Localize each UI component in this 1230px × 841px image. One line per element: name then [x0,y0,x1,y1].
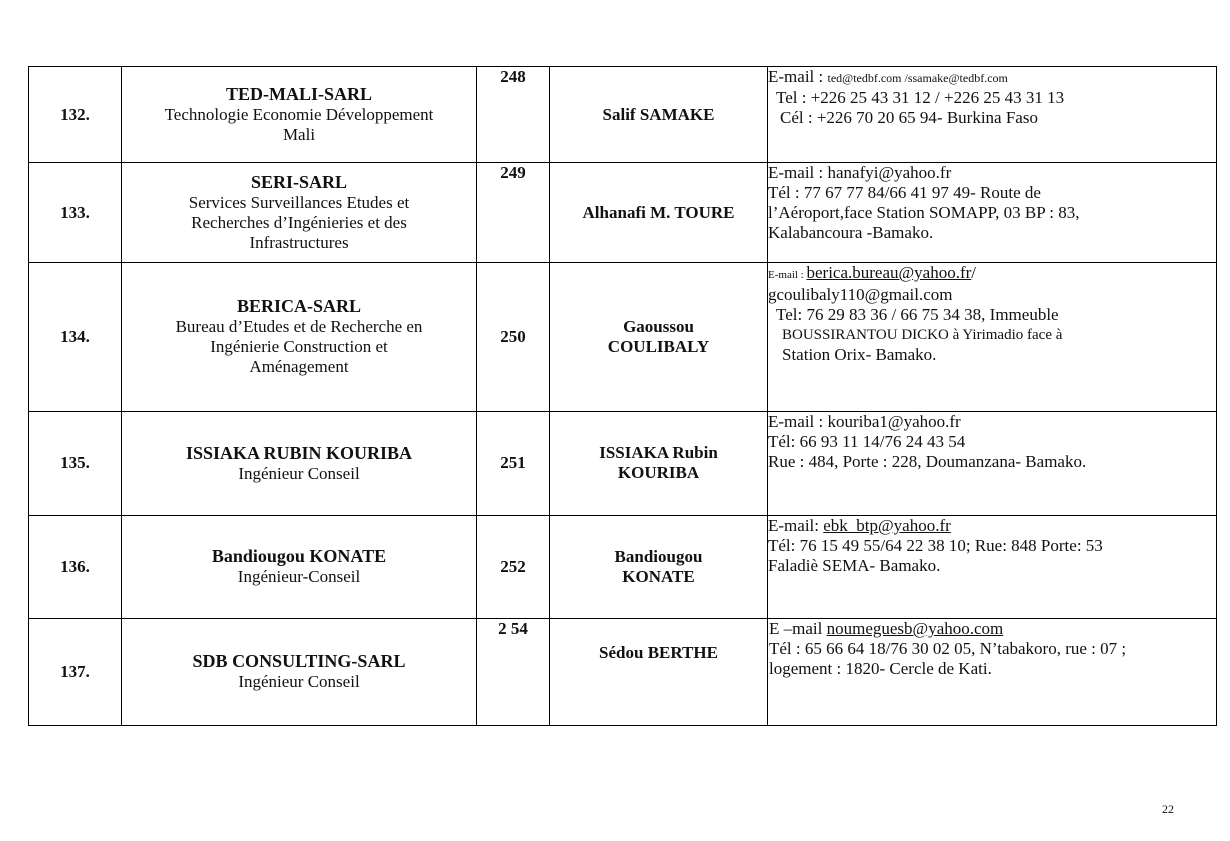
contact-cell [768,515,1217,618]
contact-cell [768,411,1217,515]
row-number: 135. [29,411,122,515]
representative-cell [550,618,768,725]
contact-line: logement : 1820- Cercle de Kati. [769,658,992,678]
representative-cell [550,411,768,515]
firm-desc-line: Ingénierie Construction et [210,337,388,357]
contact-line: Kalabancoura -Bamako. [768,223,934,243]
registration-code: 251 [477,411,550,515]
email-label: E-mail : [768,163,828,183]
firm-name: SDB CONSULTING-SARL [192,651,406,672]
representative-name: Alhanafi M. TOURE [582,202,735,222]
contact-line: Cél : +226 70 20 65 94- Burkina Faso [780,108,1038,127]
firm-desc-line: Infrastructures [249,233,349,253]
page-number: 22 [1162,802,1174,816]
representative-cell [550,163,768,263]
representative-cell [550,67,768,163]
contact-cell [768,163,1217,263]
contact-line: Tél: 66 93 11 14/76 24 43 54 [768,431,966,451]
email-label: E –mail [769,618,827,638]
firm-desc-line: Services Surveillances Etudes et [188,193,410,213]
firm-cell [122,411,477,515]
firm-name: ISSIAKA RUBIN KOURIBA [185,442,413,463]
registry-table [28,66,1217,726]
email-line [768,263,1216,285]
firm-cell [122,263,477,411]
representative-name: Bandiougou [614,546,703,566]
firm-desc-line: Bureau d’Etudes et de Recherche en [175,317,423,337]
firm-cell [122,618,477,725]
firm-cell [122,515,477,618]
registration-code: 250 [477,263,550,411]
contact-line[interactable]: gcoulibaly110@gmail.com [768,285,953,305]
registration-code: 252 [477,515,550,618]
table-row [29,618,1217,725]
email-label: E-mail : [768,67,828,86]
table-row [29,263,1217,411]
row-number: 137. [29,618,122,725]
email-label: E-mail : [768,411,828,431]
registration-code: 249 [477,163,550,263]
contact-line: Rue : 484, Porte : 228, Doumanzana- Bamako. [768,451,1087,471]
firm-name: TED-MALI-SARL [225,84,372,105]
contact-cell [768,618,1217,725]
representative-name: COULIBALY [607,336,710,356]
representative-cell [550,515,768,618]
representative-name: Sédou BERTHE [599,642,718,662]
row-number: 132. [29,67,122,163]
representative-name: Salif SAMAKE [602,104,715,124]
representative-cell [550,263,768,411]
table-row [29,163,1217,263]
representative-name: ISSIAKA Rubin [599,443,718,463]
contact-line: Station Orix- Bamako. [782,345,937,365]
contact-line: BOUSSIRANTOU DICKO à Yirimadio face à [782,327,1063,344]
email-line [768,67,1216,88]
table-row [29,515,1217,618]
firm-desc-line: Ingénieur Conseil [238,672,360,692]
email-line [768,412,1216,432]
email-line [768,163,1216,183]
representative-name: KONATE [622,566,695,586]
firm-desc-line: Recherches d’Ingénieries et des [191,213,407,233]
contact-line: Tél : 65 66 64 18/76 30 02 05, N’tabakoro, rue : 07 ; [769,638,1127,658]
email-line [768,516,1216,536]
contact-line: l’Aéroport,face Station SOMAPP, 03 BP : 83, [768,203,1080,223]
table-row [29,411,1217,515]
email-address[interactable]: noumeguesb@yahoo.com [826,618,1004,638]
contact-line: Faladiè SEMA- Bamako. [768,555,941,575]
registration-code: 2 54 [477,618,550,725]
contact-line: Tel : +226 25 43 31 12 / +226 25 43 31 13 [776,88,1065,107]
email-label: E-mail: [768,515,824,535]
representative-name: KOURIBA [617,463,700,483]
email-address[interactable]: ted@tedbf.com /ssamake@tedbf.com [827,71,1008,85]
email-address[interactable]: hanafyi@yahoo.fr [827,163,952,183]
firm-name: BERICA-SARL [236,296,362,317]
contact-line: Tél: 76 15 49 55/64 22 38 10; Rue: 848 Porte: 53 [768,535,1103,555]
contact-cell [768,67,1217,163]
email-line [769,619,1216,639]
firm-desc-line: Aménagement [249,357,349,377]
firm-desc-line: Ingénieur Conseil [238,463,360,483]
firm-name: Bandiougou KONATE [211,546,387,567]
firm-cell [122,67,477,163]
row-number: 133. [29,163,122,263]
email-separator: / [971,263,977,283]
contact-line: Tel: 76 29 83 36 / 66 75 34 38, Immeuble [776,305,1059,325]
table-row [29,67,1217,163]
email-address[interactable]: berica.bureau@yahoo.fr [806,263,972,283]
firm-cell [122,163,477,263]
contact-line: Tél : 77 67 77 84/66 41 97 49- Route de [768,183,1041,203]
email-address[interactable]: kouriba1@yahoo.fr [827,411,961,431]
firm-desc-line: Technologie Economie Développement [164,105,434,125]
firm-desc-line: Ingénieur-Conseil [237,567,361,587]
row-number: 134. [29,263,122,411]
representative-name: Gaoussou [623,316,694,336]
registration-code: 248 [477,67,550,163]
contact-cell [768,263,1217,411]
row-number: 136. [29,515,122,618]
email-address[interactable]: ebk_btp@yahoo.fr [823,515,951,535]
email-label: E-mail : [768,269,807,282]
firm-name: SERI-SARL [250,172,348,193]
firm-desc-line: Mali [282,125,316,145]
